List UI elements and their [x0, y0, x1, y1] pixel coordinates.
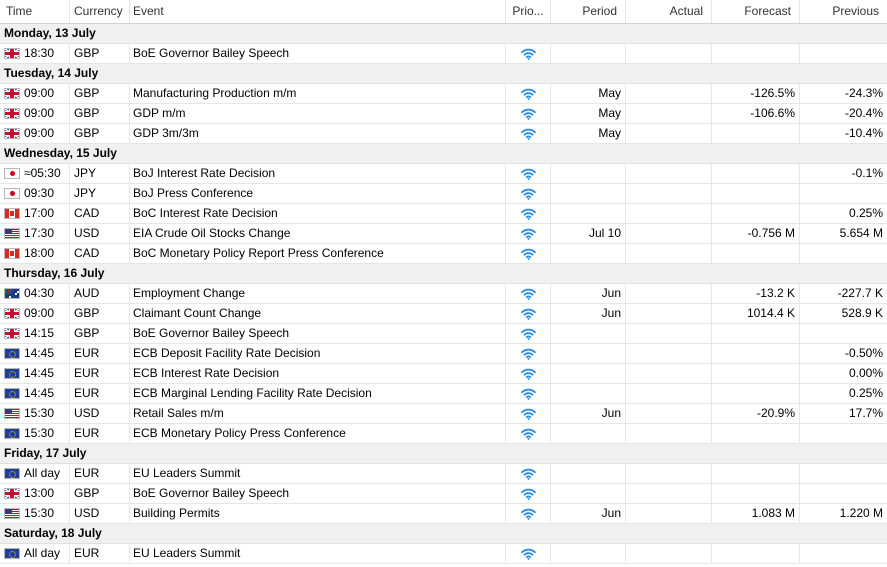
event-actual — [626, 404, 712, 423]
event-row[interactable] — [0, 544, 887, 564]
wifi-signal-icon — [521, 288, 536, 300]
column-header-currency[interactable]: Currency — [70, 0, 130, 23]
wifi-signal-icon — [521, 108, 536, 120]
eu-flag-icon — [4, 428, 20, 439]
event-row[interactable] — [0, 464, 887, 484]
event-name: Retail Sales m/m — [130, 404, 506, 423]
event-period — [551, 424, 626, 443]
event-time-cell — [0, 404, 70, 423]
event-currency: JPY — [70, 184, 130, 203]
event-previous — [800, 484, 887, 503]
event-actual — [626, 104, 712, 123]
event-actual — [626, 384, 712, 403]
event-currency: EUR — [70, 364, 130, 383]
event-period — [551, 544, 626, 563]
event-actual — [626, 324, 712, 343]
uk-flag-icon — [4, 128, 20, 139]
event-name: Employment Change — [130, 284, 506, 303]
event-row[interactable] — [0, 344, 887, 364]
event-currency: EUR — [70, 344, 130, 363]
event-name: Building Permits — [130, 504, 506, 523]
event-time-cell — [0, 184, 70, 203]
event-previous — [800, 464, 887, 483]
wifi-signal-icon — [521, 548, 536, 560]
event-forecast — [712, 344, 800, 363]
day-label: Tuesday, 14 July — [4, 66, 99, 80]
event-time: 18:30 — [24, 46, 55, 60]
event-actual — [626, 84, 712, 103]
day-group-header — [0, 24, 887, 44]
event-period: Jun — [551, 504, 626, 523]
uk-flag-icon — [4, 328, 20, 339]
event-period: May — [551, 84, 626, 103]
us-flag-icon — [4, 228, 20, 239]
event-forecast — [712, 484, 800, 503]
event-actual — [626, 484, 712, 503]
event-actual — [626, 364, 712, 383]
canada-flag-icon — [4, 248, 20, 259]
event-period: Jun — [551, 284, 626, 303]
wifi-signal-icon — [521, 228, 536, 240]
event-time-cell — [0, 384, 70, 403]
day-label: Monday, 13 July — [4, 26, 96, 40]
event-time: 14:45 — [24, 346, 55, 360]
event-priority-cell — [506, 44, 551, 63]
event-priority-cell — [506, 344, 551, 363]
event-previous: 5.654 M — [839, 226, 883, 240]
event-time-cell — [0, 204, 70, 223]
event-previous: 17.7% — [848, 406, 883, 420]
event-currency: EUR — [70, 464, 130, 483]
event-row[interactable] — [0, 484, 887, 504]
day-label: Thursday, 16 July — [4, 266, 105, 280]
event-time: 09:00 — [24, 86, 55, 100]
event-period — [551, 184, 626, 203]
event-time: 18:00 — [24, 246, 55, 260]
event-period: May — [551, 124, 626, 143]
event-actual — [626, 544, 712, 563]
event-name: BoC Interest Rate Decision — [130, 204, 506, 223]
wifi-signal-icon — [521, 368, 536, 380]
event-previous: -0.50% — [844, 346, 883, 360]
eu-flag-icon — [4, 548, 20, 559]
event-currency: USD — [70, 504, 130, 523]
calendar-rows — [0, 24, 887, 564]
event-forecast: -0.756 M — [712, 224, 800, 243]
event-period: Jun — [551, 404, 626, 423]
column-header-actual[interactable]: Actual — [626, 0, 712, 23]
event-period — [551, 364, 626, 383]
uk-flag-icon — [4, 108, 20, 119]
event-priority-cell — [506, 84, 551, 103]
event-actual — [626, 164, 712, 183]
event-time: 17:30 — [24, 226, 55, 240]
day-label: Wednesday, 15 July — [4, 146, 117, 160]
wifi-signal-icon — [521, 388, 536, 400]
event-time: All day — [24, 466, 61, 480]
event-name: EIA Crude Oil Stocks Change — [130, 224, 506, 243]
event-time: 17:00 — [24, 206, 55, 220]
event-time-cell — [0, 424, 70, 443]
event-previous — [800, 424, 887, 443]
event-currency: GBP — [70, 304, 130, 323]
event-priority-cell — [506, 104, 551, 123]
wifi-signal-icon — [521, 308, 536, 320]
event-period — [551, 44, 626, 63]
event-previous: -20.4% — [844, 106, 883, 120]
japan-flag-icon — [4, 168, 20, 179]
wifi-signal-icon — [521, 248, 536, 260]
event-forecast: -126.5% — [712, 84, 800, 103]
wifi-signal-icon — [521, 48, 536, 60]
event-row[interactable] — [0, 184, 887, 204]
event-name: GDP 3m/3m — [130, 124, 506, 143]
event-row[interactable] — [0, 84, 887, 104]
uk-flag-icon — [4, 488, 20, 499]
event-currency: JPY — [70, 164, 130, 183]
column-header-row — [0, 0, 887, 24]
event-currency: GBP — [70, 324, 130, 343]
uk-flag-icon — [4, 308, 20, 319]
event-previous — [800, 44, 887, 63]
event-time-cell — [0, 164, 70, 183]
event-time: 14:45 — [24, 386, 55, 400]
day-group-header — [0, 64, 887, 84]
column-header-event[interactable]: Event — [130, 0, 506, 23]
event-name: BoC Monetary Policy Report Press Conference — [130, 244, 506, 263]
column-header-period[interactable]: Period — [551, 0, 626, 23]
event-row[interactable] — [0, 164, 887, 184]
event-name: EU Leaders Summit — [130, 464, 506, 483]
event-currency: USD — [70, 404, 130, 423]
event-time-cell — [0, 84, 70, 103]
event-name: BoE Governor Bailey Speech — [130, 484, 506, 503]
event-row[interactable] — [0, 104, 887, 124]
wifi-signal-icon — [521, 188, 536, 200]
wifi-signal-icon — [521, 128, 536, 140]
column-header-forecast[interactable]: Forecast — [712, 0, 800, 23]
wifi-signal-icon — [521, 208, 536, 220]
event-row[interactable] — [0, 324, 887, 344]
wifi-signal-icon — [521, 168, 536, 180]
event-time-cell — [0, 544, 70, 563]
day-group-header — [0, 524, 887, 544]
event-row[interactable] — [0, 204, 887, 224]
event-currency: EUR — [70, 424, 130, 443]
column-header-priority[interactable]: Prio... — [506, 0, 551, 23]
event-period — [551, 244, 626, 263]
event-row[interactable] — [0, 504, 887, 524]
column-header-time[interactable]: Time — [0, 0, 70, 23]
event-previous — [800, 244, 887, 263]
event-row[interactable] — [0, 284, 887, 304]
event-time: 09:30 — [24, 186, 55, 200]
event-currency: CAD — [70, 204, 130, 223]
event-time-cell — [0, 104, 70, 123]
event-previous — [800, 184, 887, 203]
event-forecast: -106.6% — [712, 104, 800, 123]
event-period — [551, 344, 626, 363]
event-priority-cell — [506, 464, 551, 483]
event-currency: GBP — [70, 124, 130, 143]
us-flag-icon — [4, 508, 20, 519]
event-time-cell — [0, 224, 70, 243]
event-previous: 528.9 K — [841, 306, 883, 320]
event-priority-cell — [506, 384, 551, 403]
event-previous: -227.7 K — [837, 286, 883, 300]
event-priority-cell — [506, 124, 551, 143]
event-previous — [800, 544, 887, 563]
wifi-signal-icon — [521, 468, 536, 480]
event-name: Manufacturing Production m/m — [130, 84, 506, 103]
event-priority-cell — [506, 404, 551, 423]
event-period — [551, 164, 626, 183]
event-row[interactable] — [0, 244, 887, 264]
event-period — [551, 384, 626, 403]
event-previous — [800, 324, 887, 343]
event-name: ECB Marginal Lending Facility Rate Decision — [130, 384, 506, 403]
event-priority-cell — [506, 504, 551, 523]
event-time: 09:00 — [24, 306, 55, 320]
event-priority-cell — [506, 364, 551, 383]
event-forecast: 1.083 M — [712, 504, 800, 523]
event-forecast — [712, 44, 800, 63]
day-group-header — [0, 444, 887, 464]
event-time-cell — [0, 344, 70, 363]
event-forecast — [712, 464, 800, 483]
wifi-signal-icon — [521, 348, 536, 360]
eu-flag-icon — [4, 468, 20, 479]
event-priority-cell — [506, 324, 551, 343]
japan-flag-icon — [4, 188, 20, 199]
event-forecast — [712, 124, 800, 143]
event-period: Jun — [551, 304, 626, 323]
event-name: Claimant Count Change — [130, 304, 506, 323]
event-currency: GBP — [70, 44, 130, 63]
event-actual — [626, 304, 712, 323]
event-time-cell — [0, 504, 70, 523]
event-priority-cell — [506, 424, 551, 443]
event-time-cell — [0, 464, 70, 483]
event-previous: 0.00% — [848, 366, 883, 380]
event-priority-cell — [506, 204, 551, 223]
event-time: 13:00 — [24, 486, 55, 500]
event-period — [551, 484, 626, 503]
event-row[interactable] — [0, 304, 887, 324]
event-priority-cell — [506, 484, 551, 503]
event-priority-cell — [506, 544, 551, 563]
eu-flag-icon — [4, 348, 20, 359]
event-name: ECB Monetary Policy Press Conference — [130, 424, 506, 443]
event-name: BoE Governor Bailey Speech — [130, 324, 506, 343]
event-time-cell — [0, 244, 70, 263]
event-actual — [626, 44, 712, 63]
wifi-signal-icon — [521, 428, 536, 440]
event-row[interactable] — [0, 424, 887, 444]
event-row[interactable] — [0, 404, 887, 424]
event-name: ECB Deposit Facility Rate Decision — [130, 344, 506, 363]
event-priority-cell — [506, 224, 551, 243]
event-time: All day — [24, 546, 61, 560]
event-priority-cell — [506, 284, 551, 303]
event-previous: 0.25% — [848, 386, 883, 400]
event-actual — [626, 224, 712, 243]
event-priority-cell — [506, 304, 551, 323]
day-group-header — [0, 264, 887, 284]
event-actual — [626, 464, 712, 483]
event-actual — [626, 424, 712, 443]
event-priority-cell — [506, 244, 551, 263]
event-name: BoJ Press Conference — [130, 184, 506, 203]
event-period — [551, 464, 626, 483]
wifi-signal-icon — [521, 488, 536, 500]
us-flag-icon — [4, 408, 20, 419]
event-time-cell — [0, 484, 70, 503]
event-forecast — [712, 544, 800, 563]
event-previous: -0.1% — [851, 166, 883, 180]
eu-flag-icon — [4, 368, 20, 379]
event-time-cell — [0, 304, 70, 323]
event-forecast — [712, 364, 800, 383]
event-time: 04:30 — [24, 286, 55, 300]
event-time-cell — [0, 364, 70, 383]
event-name: GDP m/m — [130, 104, 506, 123]
event-forecast — [712, 324, 800, 343]
event-time-cell — [0, 124, 70, 143]
event-row[interactable] — [0, 364, 887, 384]
event-previous: -24.3% — [844, 86, 883, 100]
event-period — [551, 324, 626, 343]
event-previous: -10.4% — [844, 126, 883, 140]
event-time-cell — [0, 324, 70, 343]
wifi-signal-icon — [521, 508, 536, 520]
event-currency: GBP — [70, 484, 130, 503]
event-time-cell — [0, 284, 70, 303]
event-row[interactable] — [0, 124, 887, 144]
event-currency: GBP — [70, 104, 130, 123]
event-period — [551, 204, 626, 223]
event-actual — [626, 124, 712, 143]
event-period: May — [551, 104, 626, 123]
event-forecast — [712, 424, 800, 443]
event-row[interactable] — [0, 224, 887, 244]
event-actual — [626, 504, 712, 523]
event-time: 15:30 — [24, 426, 55, 440]
wifi-signal-icon — [521, 328, 536, 340]
event-forecast — [712, 204, 800, 223]
event-period: Jul 10 — [551, 224, 626, 243]
event-previous: 0.25% — [848, 206, 883, 220]
event-actual — [626, 184, 712, 203]
event-currency: EUR — [70, 544, 130, 563]
event-actual — [626, 344, 712, 363]
day-group-header — [0, 144, 887, 164]
eu-flag-icon — [4, 388, 20, 399]
event-currency: EUR — [70, 384, 130, 403]
event-time: 14:15 — [24, 326, 55, 340]
event-time-cell — [0, 44, 70, 63]
event-priority-cell — [506, 164, 551, 183]
event-forecast — [712, 164, 800, 183]
event-actual — [626, 204, 712, 223]
event-priority-cell — [506, 184, 551, 203]
event-time: 15:30 — [24, 506, 55, 520]
event-forecast: -13.2 K — [712, 284, 800, 303]
uk-flag-icon — [4, 88, 20, 99]
event-name: ECB Interest Rate Decision — [130, 364, 506, 383]
event-previous: 1.220 M — [839, 506, 883, 520]
day-label: Friday, 17 July — [4, 446, 87, 460]
event-currency: GBP — [70, 84, 130, 103]
event-actual — [626, 284, 712, 303]
column-header-previous[interactable]: Previous — [832, 4, 879, 18]
event-row[interactable] — [0, 384, 887, 404]
event-time: 15:30 — [24, 406, 55, 420]
wifi-signal-icon — [521, 408, 536, 420]
event-time: 09:00 — [24, 106, 55, 120]
event-time: 14:45 — [24, 366, 55, 380]
event-forecast — [712, 184, 800, 203]
event-forecast: -20.9% — [712, 404, 800, 423]
event-forecast — [712, 384, 800, 403]
australia-flag-icon — [4, 288, 20, 299]
event-actual — [626, 244, 712, 263]
event-currency: USD — [70, 224, 130, 243]
event-name: BoE Governor Bailey Speech — [130, 44, 506, 63]
event-currency: CAD — [70, 244, 130, 263]
event-time: ≈05:30 — [24, 166, 61, 180]
day-label: Saturday, 18 July — [4, 526, 102, 540]
event-forecast — [712, 244, 800, 263]
canada-flag-icon — [4, 208, 20, 219]
uk-flag-icon — [4, 48, 20, 59]
event-name: BoJ Interest Rate Decision — [130, 164, 506, 183]
wifi-signal-icon — [521, 88, 536, 100]
event-name: EU Leaders Summit — [130, 544, 506, 563]
event-forecast: 1014.4 K — [712, 304, 800, 323]
event-time: 09:00 — [24, 126, 55, 140]
event-currency: AUD — [70, 284, 130, 303]
event-row[interactable] — [0, 44, 887, 64]
